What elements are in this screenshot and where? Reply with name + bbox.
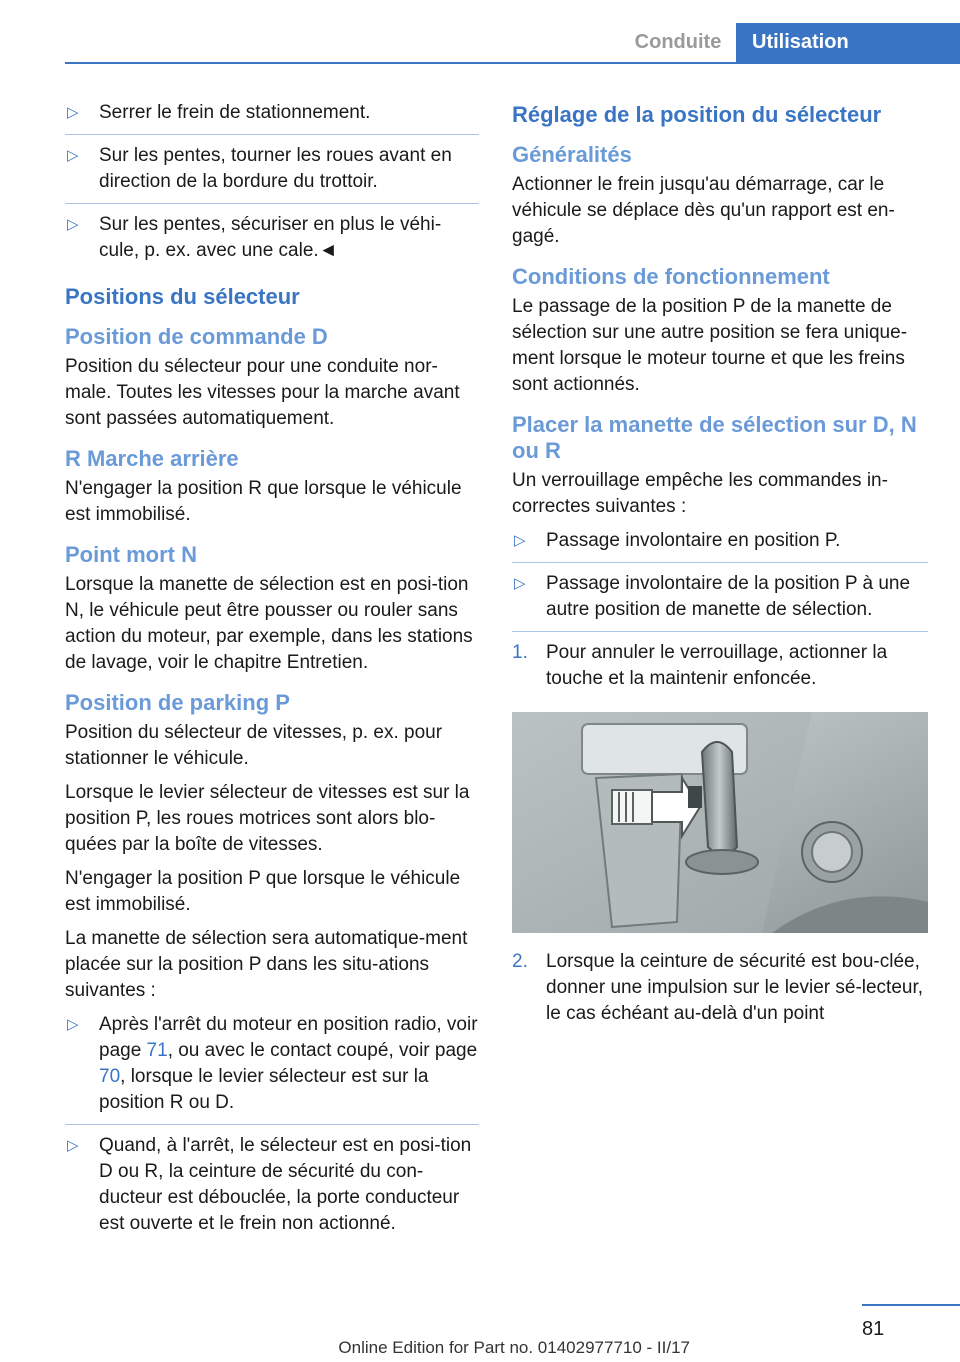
list-item: [65, 143, 479, 195]
triangle-right-icon: ▷: [67, 147, 79, 164]
list-item-text: Sur les pentes, tourner les roues avant en direction de la bordure du trottoir.: [99, 145, 452, 192]
paragraph-position-r: N'engager la position R que lorsque le véhicule est immobilisé.: [65, 478, 462, 525]
tab-conduite[interactable]: Conduite: [634, 31, 722, 53]
footer-divider: [862, 1304, 960, 1306]
heading-positions: Positions du sélecteur: [65, 284, 300, 309]
heading-position-d: Position de commande D: [65, 324, 328, 349]
header-bar: [65, 23, 960, 64]
triangle-right-icon: ▷: [514, 532, 526, 549]
paragraph-position-p-3: N'engager la position P que lorsque le véhicule est immobilisé.: [65, 868, 461, 915]
heading-reglage: Réglage de la position du sélecteur: [512, 102, 882, 127]
triangle-right-icon: ▷: [67, 216, 79, 233]
triangle-right-icon: ▷: [67, 1137, 79, 1154]
edition-footer: Online Edition for Part no. 01402977710 - II/17: [338, 1338, 690, 1357]
list-item: [512, 571, 928, 623]
paragraph-position-n: Lorsque la manette de sélection est en posi‐tion N, le véhicule peut être pousser ou rouler sans action du moteur, par exemple, dans les stations de lavage, voir le chapitre Entretien.: [65, 574, 473, 673]
page-link-71[interactable]: 71: [146, 1040, 168, 1061]
tab-utilisation[interactable]: Utilisation: [736, 23, 960, 62]
paragraph-position-d: Position du sélecteur pour une conduite nor‐male. Toutes les vitesses pour la marche avant sont passées automatiquement.: [65, 356, 460, 429]
heading-position-n: Point mort N: [65, 542, 197, 567]
list-item: [65, 100, 479, 126]
heading-conditions: Conditions de fonctionnement: [512, 264, 830, 289]
list-item-text: Serrer le frein de stationnement.: [99, 102, 371, 123]
text-fragment: , ou avec le contact coupé, voir page: [167, 1040, 478, 1061]
paragraph-conditions: Le passage de la position P de la manette de sélection sur une autre position se fera unique‐ment lorsque le moteur tourne et que les freins sont actionnés.: [512, 296, 908, 395]
divider: [65, 1124, 479, 1125]
heading-placer: Placer la manette de sélection sur D, N ou R: [512, 412, 917, 463]
list-item-text: Passage involontaire de la position P à une autre position de manette de sélection.: [546, 573, 911, 620]
list-item: [65, 212, 479, 264]
step-1: [512, 640, 928, 692]
left-column: [65, 100, 479, 1245]
page-link-70[interactable]: 70: [99, 1066, 121, 1087]
triangle-right-icon: ▷: [67, 104, 79, 121]
step-text: Pour annuler le verrouillage, actionner la touche et la maintenir enfoncée.: [546, 642, 888, 689]
paragraph-position-p-4: La manette de sélection sera automatique‐ment placée sur la position P dans les situ‐ations suivantes :: [65, 928, 468, 1001]
divider: [512, 631, 928, 632]
triangle-right-icon: ▷: [67, 1016, 79, 1033]
heading-position-r: R Marche arrière: [65, 446, 239, 471]
divider: [65, 134, 479, 135]
divider: [512, 562, 928, 563]
text-fragment: Après l'arrêt du moteur en position radio, voir page: [99, 1014, 478, 1061]
step-number: 1.: [512, 642, 528, 663]
list-item: [512, 528, 928, 554]
paragraph-generalites: Actionner le frein jusqu'au démarrage, car le véhicule se déplace dès qu'un rapport est en‐gagé.: [512, 174, 895, 247]
heading-generalites: Généralités: [512, 142, 632, 167]
list-item: [65, 1012, 479, 1116]
step-2: [512, 949, 928, 1027]
page-number: 81: [862, 1318, 885, 1340]
list-item-text: Passage involontaire en position P.: [546, 530, 841, 551]
text-fragment: , lorsque le levier sélecteur est sur la position R ou D.: [99, 1066, 429, 1113]
list-item-text: Quand, à l'arrêt, le sélecteur est en posi‐tion D ou R, la ceinture de sécurité du con‐ducteur est débouclée, la porte conducteur est ouverte et le frein non actionné.: [99, 1135, 472, 1234]
step-number: 2.: [512, 951, 528, 972]
list-item: [65, 1133, 479, 1237]
right-column: [512, 100, 928, 1035]
list-item-text: Sur les pentes, sécuriser en plus le véhi‐cule, p. ex. avec une cale.◄: [99, 214, 442, 261]
divider: [65, 203, 479, 204]
list-item-text: [99, 1014, 478, 1113]
paragraph-position-p-2: Lorsque le levier sélecteur de vitesses est sur la position P, les roues motrices sont alors blo‐quées par la boîte de vitesses.: [65, 782, 470, 855]
step-text: Lorsque la ceinture de sécurité est bou‐clée, donner une impulsion sur le levier sé‐lecteur, le cas échéant au-delà d'un point: [546, 951, 924, 1024]
paragraph-placer: Un verrouillage empêche les commandes in‐correctes suivantes :: [512, 470, 888, 517]
heading-position-p: Position de parking P: [65, 690, 290, 715]
gear-selector-photo: [512, 712, 928, 933]
paragraph-position-p-1: Position du sélecteur de vitesses, p. ex. pour stationner le véhicule.: [65, 722, 443, 769]
triangle-right-icon: ▷: [514, 575, 526, 592]
